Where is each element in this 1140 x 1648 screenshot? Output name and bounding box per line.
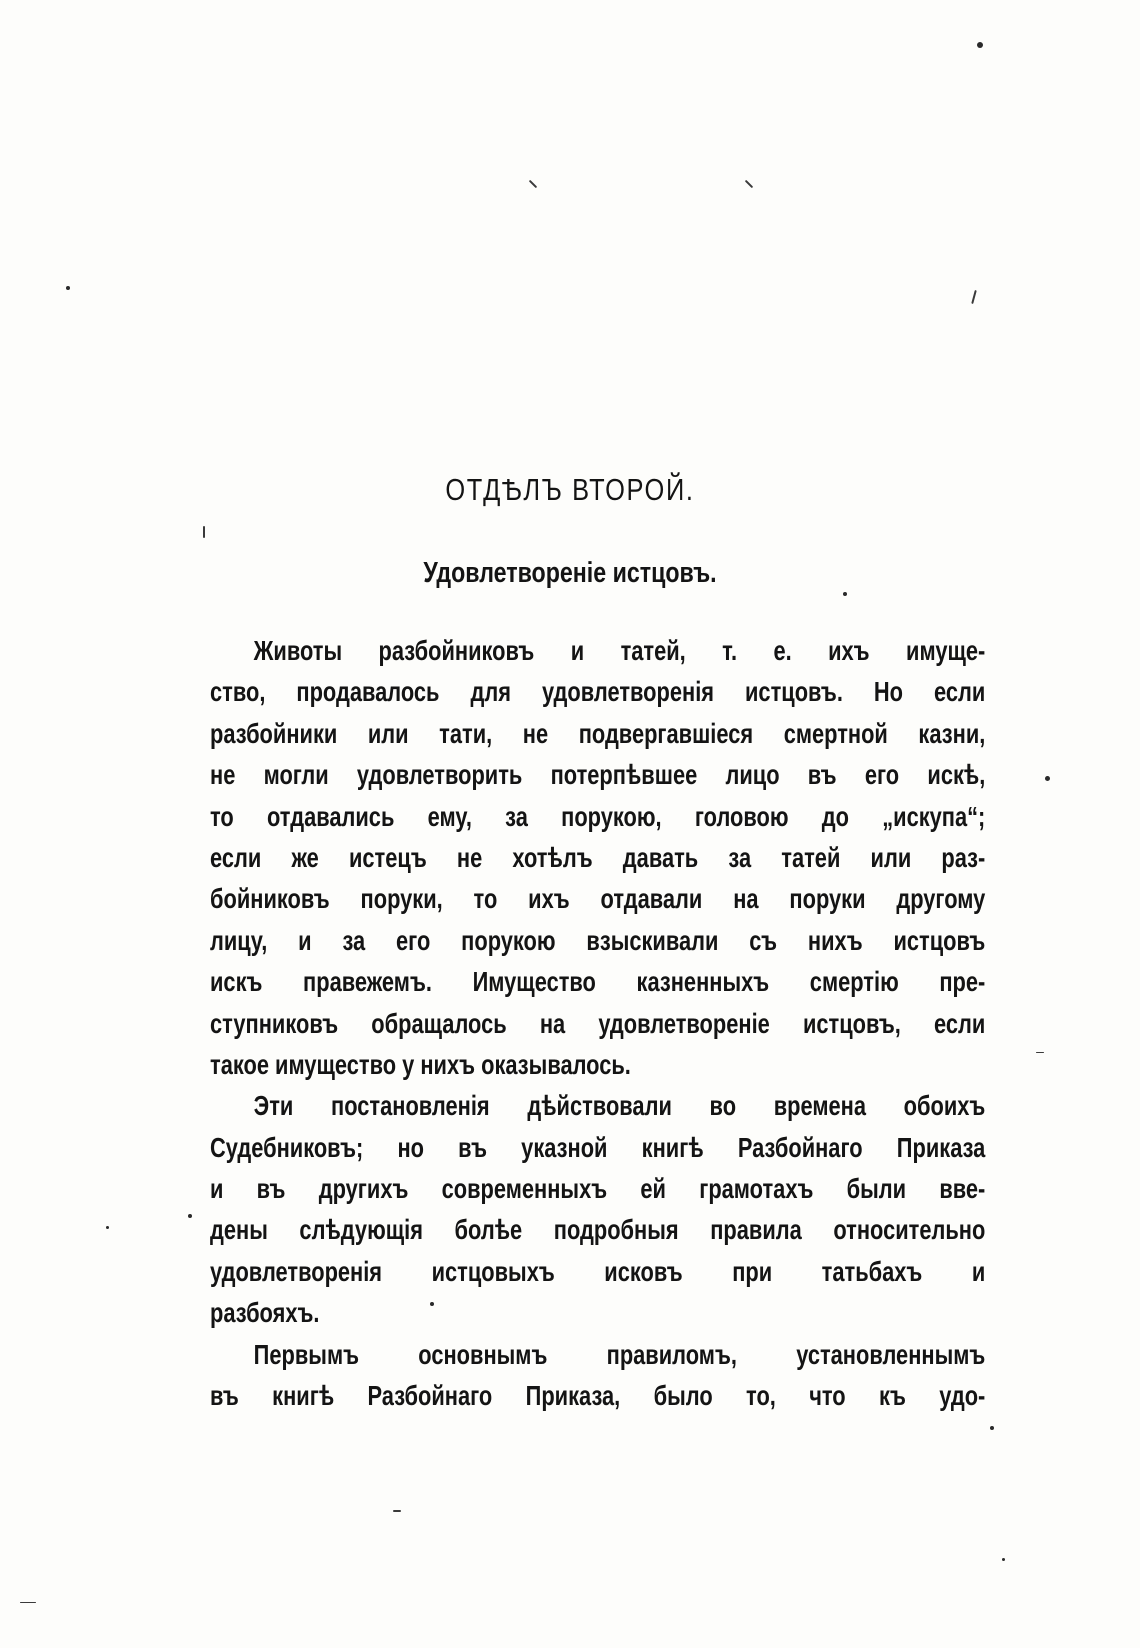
scan-speck [66,286,70,290]
text-line: ступниковъ обращалось на удовлетвореніе истцовъ, если [210,1007,986,1039]
text-line: Эти постановленія дѣйствовали во времена обоихъ [253,1090,986,1122]
text-line: и въ другихъ современныхъ ей грамотахъ были вве- [210,1173,986,1205]
scan-mark [203,526,205,538]
text-line: такое имущество у нихъ оказывалось. [210,1048,631,1080]
scan-mark [529,180,537,188]
scan-mark [393,1510,401,1512]
scan-mark [20,1602,36,1603]
section-subtitle: Удовлетвореніе истцовъ. [423,557,717,589]
scan-speck [1002,1558,1005,1561]
text-line: ство, продавалось для удовлетворенія истцовъ. Но если [210,676,986,708]
text-line: Судебниковъ; но въ указной книгѣ Разбойнаго Приказа [210,1131,986,1163]
scan-mark [971,290,977,304]
text-line: Первымъ основнымъ правиломъ, установленнымъ [253,1338,986,1370]
text-line: разбояхъ. [210,1297,320,1329]
text-line: Животы разбойниковъ и татей, т. е. ихъ имуще- [253,635,986,666]
scan-speck [843,592,847,596]
text-line: дены слѣдующія болѣе подробныя правила относительно [210,1214,986,1246]
text-line: удовлетворенія истцовыхъ исковъ при татьбахъ и [210,1255,986,1287]
text-line: искъ правежемъ. Имущество казненныхъ смертію пре- [210,966,986,998]
scan-speck [977,42,983,48]
text-line: то отдавались ему, за порукою, головою до „искупа“; [210,800,986,832]
scan-speck [1045,776,1050,781]
scan-speck [430,1302,434,1306]
text-line: разбойники или тати, не подвергавшіеся смертной казни, [210,717,986,749]
text-line: лицу, и за его порукою взыскивали съ нихъ истцовъ [210,924,986,956]
scan-mark [1036,1052,1044,1053]
scan-speck [188,1214,192,1218]
scan-speck [990,1426,994,1430]
text-line: не могли удовлетворить потерпѣвшее лицо въ его искѣ, [210,759,986,791]
body-text [210,630,985,1416]
text-line: если же истецъ не хотѣлъ давать за татей или раз- [210,841,986,873]
scan-speck [106,1226,109,1229]
section-title: ОТДѢЛЪ ВТОРОЙ. [445,472,695,507]
text-line: бойниковъ поруки, то ихъ отдавали на поруки другому [210,883,986,915]
text-line: въ книгѣ Разбойнаго Приказа, было то, что къ удо- [210,1380,986,1412]
scan-mark [745,180,753,188]
